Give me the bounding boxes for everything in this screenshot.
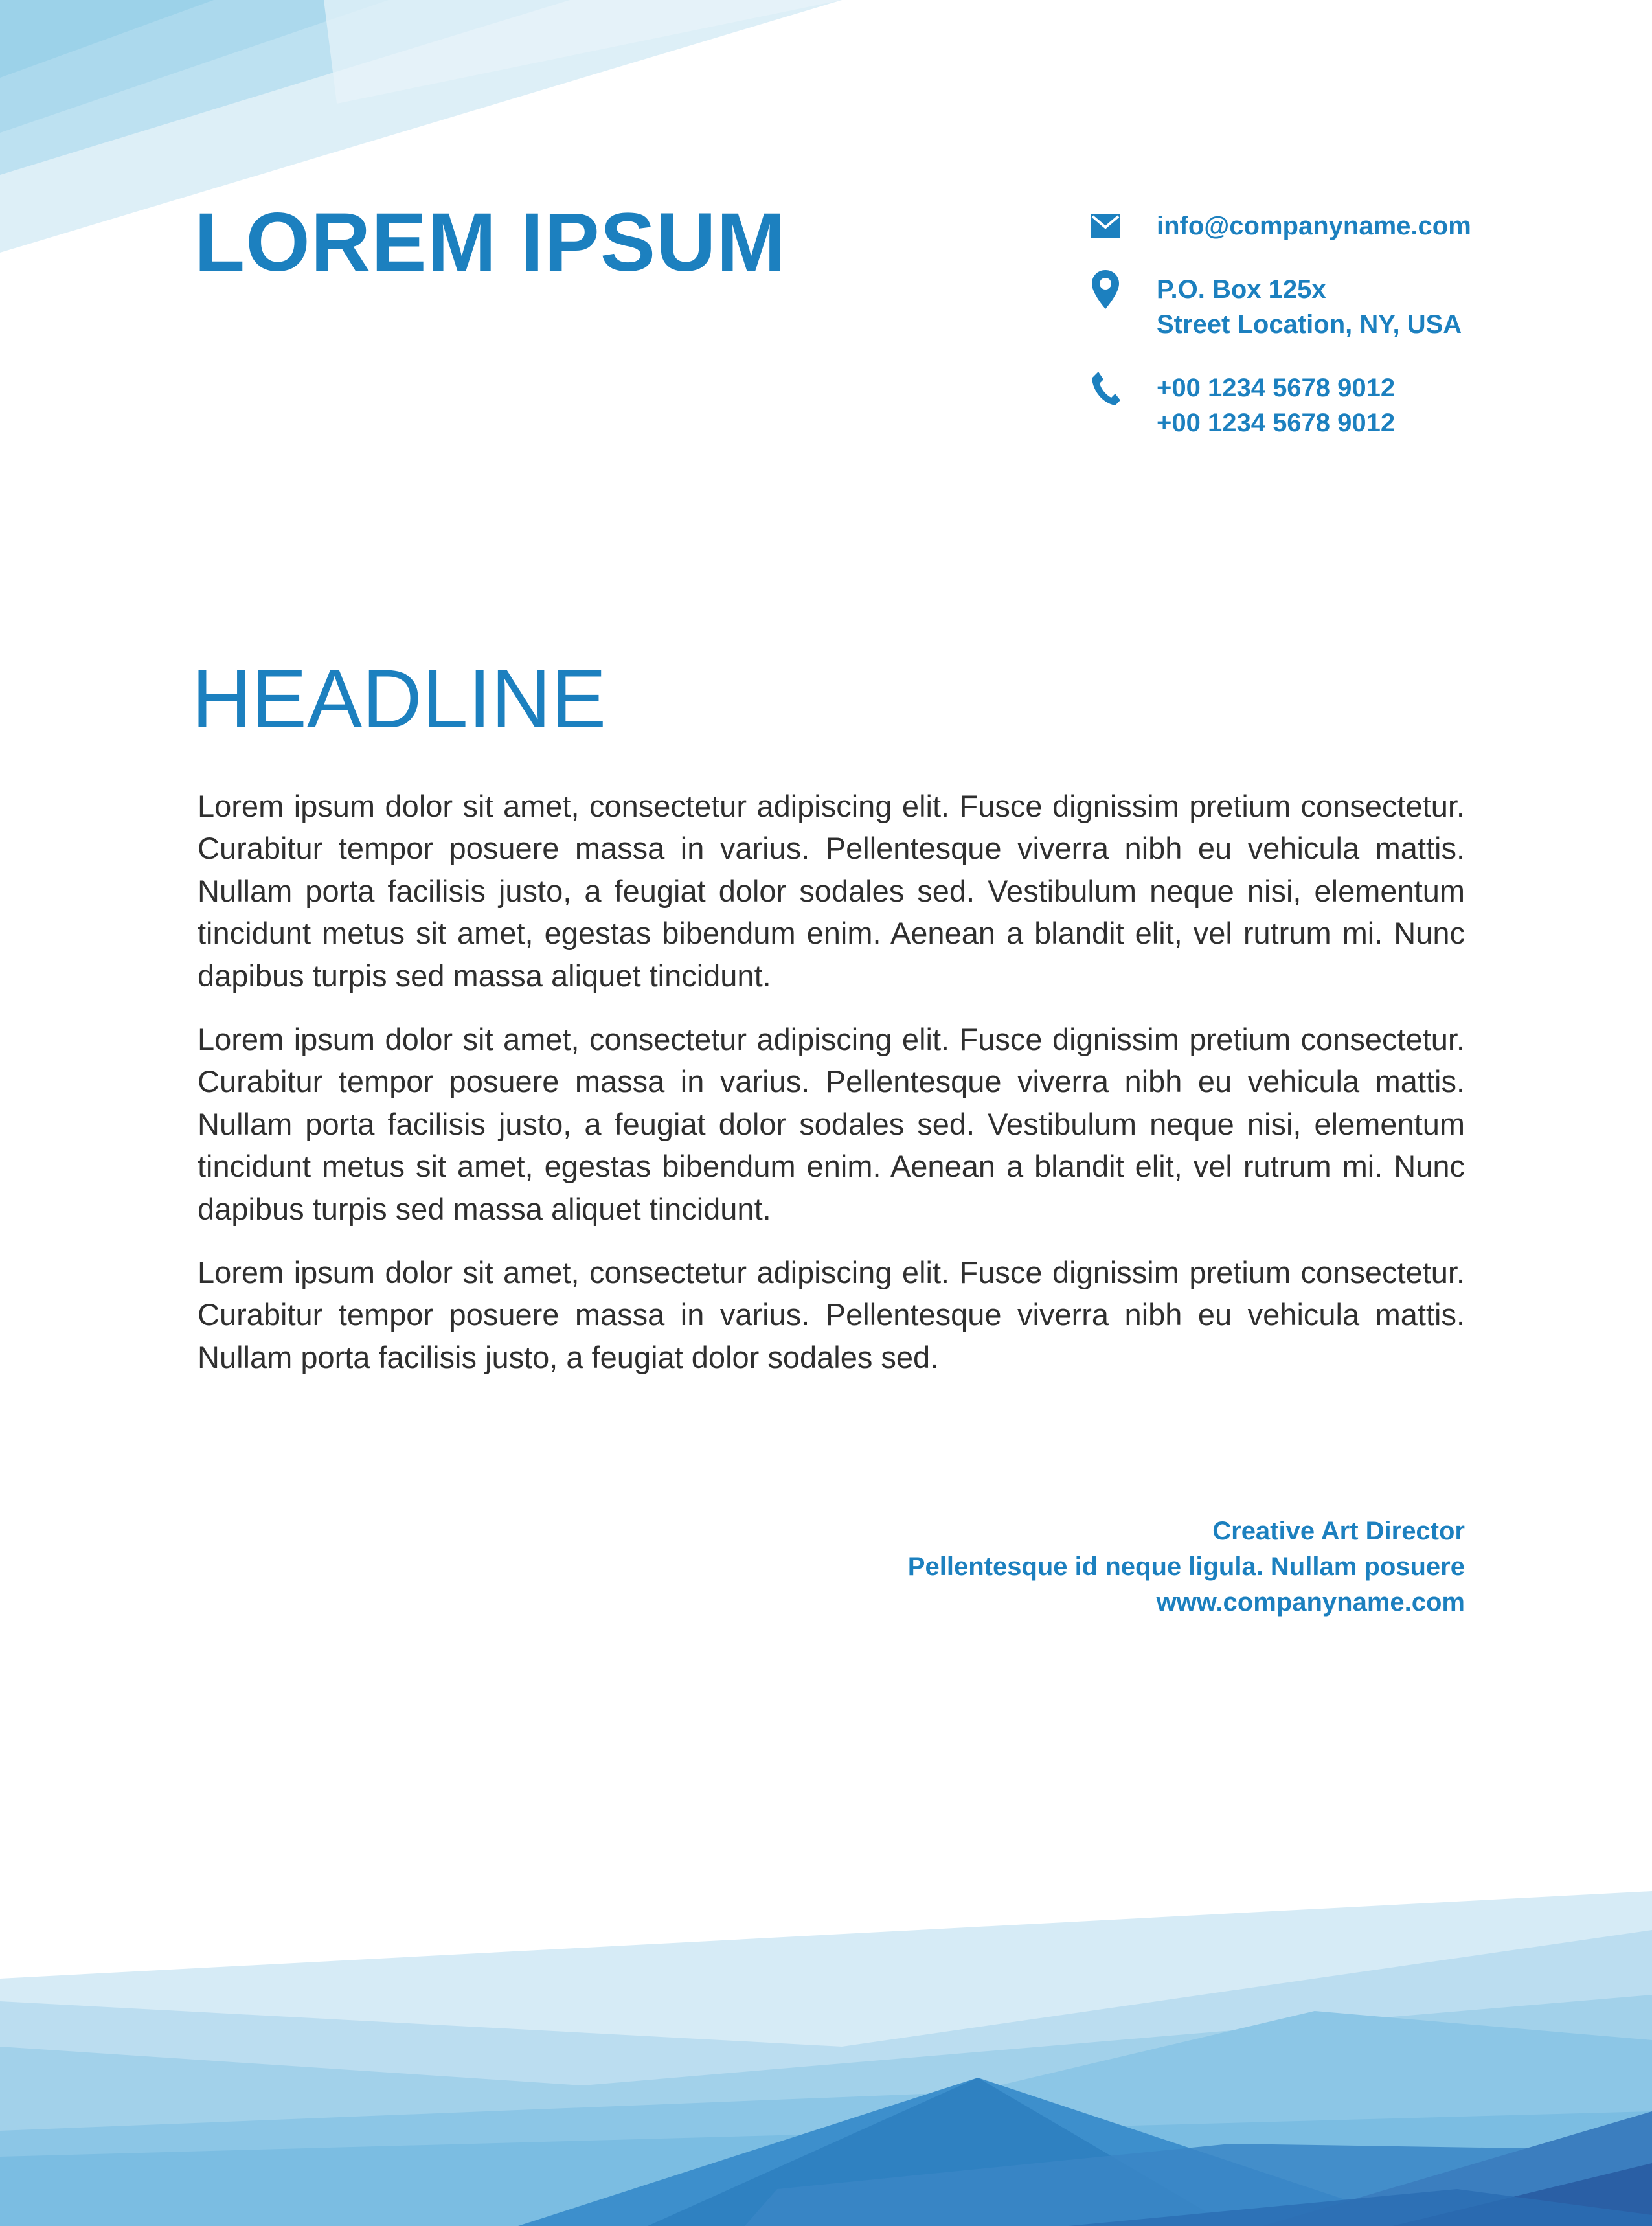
phone-number-2[interactable]: +00 1234 5678 9012 [1157,409,1396,437]
footer-decoration-shapes [0,1878,1652,2226]
body-paragraph: Lorem ipsum dolor sit amet, consectetur adipiscing elit. Fusce dignissim pretium consectetur. Curabitur tempor posuere massa in varius. Pellentesque viverra nibh eu vehicula mattis. Nullam porta facilisis justo, a feugiat dolor sodales sed. Vestibulum neque nisi, elementum tincidunt metus sit amet, egestas bibendum enim. Aenean a blandit elit, vel rutrum mi. Nunc dapibus turpis sed massa aliquet tincidunt. [198,1022,1465,1226]
envelope-icon [1088,209,1123,244]
signature-website[interactable]: www.companyname.com [1156,1588,1465,1617]
contact-block [1088,209,1541,469]
contact-address-row [1088,272,1541,342]
body-paragraph: Lorem ipsum dolor sit amet, consectetur adipiscing elit. Fusce dignissim pretium consectetur. Curabitur tempor posuere massa in varius. Pellentesque viverra nibh eu vehicula mattis. Nullam porta facilisis justo, a feugiat dolor sodales sed. [198,1255,1465,1374]
contact-address-text [1157,272,1462,342]
map-pin-icon [1088,272,1123,307]
body-paragraph: Lorem ipsum dolor sit amet, consectetur adipiscing elit. Fusce dignissim pretium consectetur. Curabitur tempor posuere massa in varius. Pellentesque viverra nibh eu vehicula mattis. Nullam porta facilisis justo, a feugiat dolor sodales sed. Vestibulum neque nisi, elementum tincidunt metus sit amet, egestas bibendum enim. Aenean a blandit elit, vel rutrum mi. Nunc dapibus turpis sed massa aliquet tincidunt. [198,789,1465,993]
signature-title: Creative Art Director [1212,1517,1465,1545]
contact-email[interactable]: info@companyname.com [1157,212,1471,240]
contact-email-row [1088,209,1541,244]
headline: HEADLINE [192,653,607,745]
address-line-2: Street Location, NY, USA [1157,310,1462,339]
address-line-1: P.O. Box 125x [1157,275,1326,304]
contact-phone-text [1157,370,1395,440]
contact-phone-row [1088,370,1541,440]
company-name: LOREM IPSUM [194,196,787,289]
signature-tagline: Pellentesque id neque ligula. Nullam posuere [907,1552,1465,1581]
phone-icon [1088,370,1123,405]
phone-number-1[interactable]: +00 1234 5678 9012 [1157,374,1396,402]
contact-email-text [1157,209,1471,244]
body-text [198,785,1465,1400]
signature-block [908,1514,1465,1620]
